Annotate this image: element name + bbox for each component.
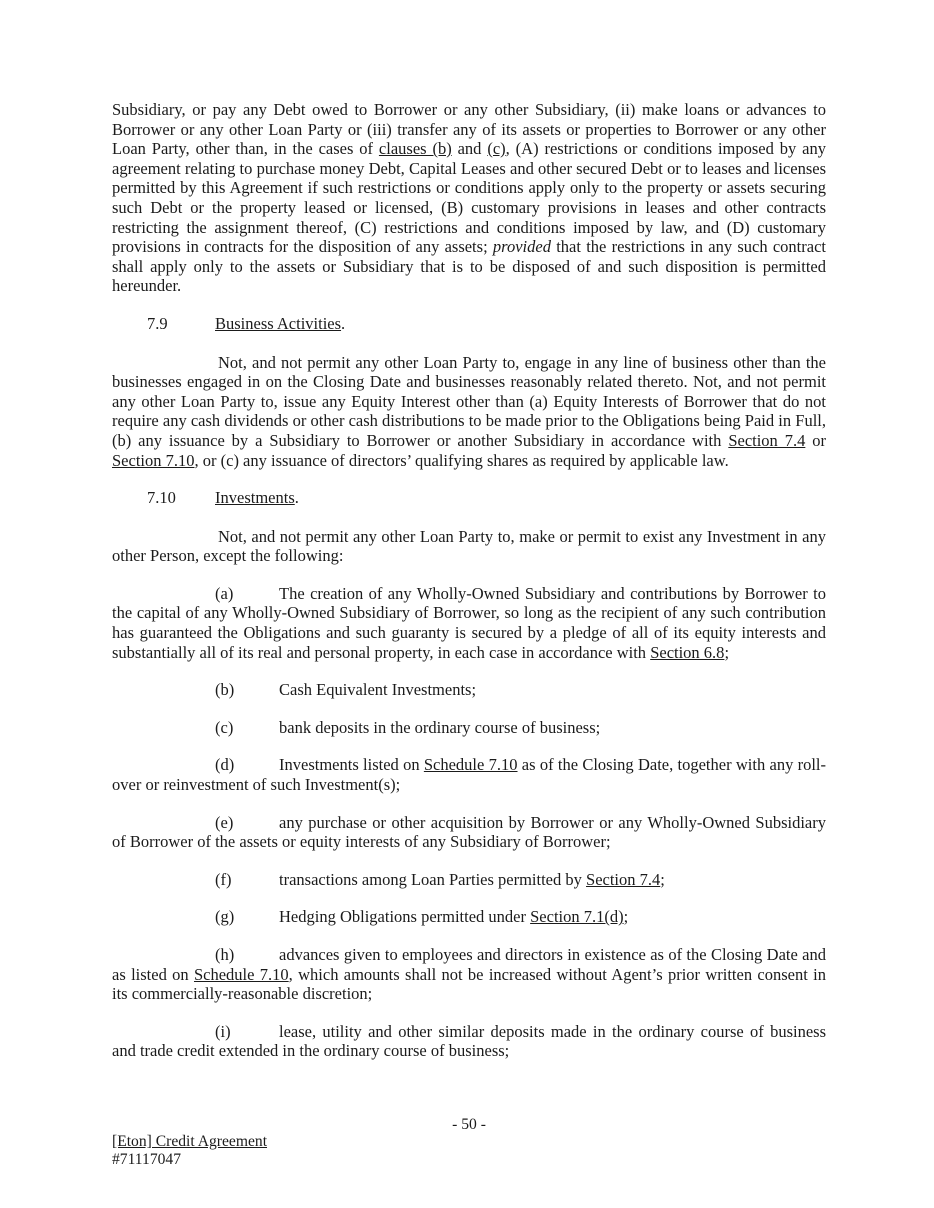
text-run: transactions among Loan Parties permitted by <box>279 869 587 889</box>
text-run: bank deposits in the ordinary course of business; <box>279 717 601 737</box>
section-number: 7.9 <box>147 313 168 333</box>
item-label: (a) <box>215 583 234 603</box>
text-run: Not, and not permit any other Loan Party to, engage in any line of business other than the businesses engaged in on the Closing Date and businesses reasonably related thereto. Not, and not permit any other Loan Party to, issue any Equity Interest other than (a) Equity Interests of Borrower that do not require any cash dividends or other cash distributions to be made prior to the Obligations being Paid in Full, (b) any issuance by a Subsidiary to Borrower or another Subsidiary in accordance with <box>112 352 826 450</box>
text-run: as of the Closing Date, together with any roll-over or reinvestment of such Investment(s); <box>112 755 827 795</box>
page-number: - 50 - <box>452 1116 486 1133</box>
text-run: that the restrictions in any such contract shall apply only to the assets or Subsidiary that is to be disposed of and such disposition is permitted hereunder. <box>112 237 826 296</box>
text-run: provided <box>492 237 551 257</box>
section-number: 7.10 <box>147 488 176 508</box>
text-run: . <box>341 313 346 333</box>
text-run: , which amounts shall not be increased without Agent’s prior written consent in its commercially-reasonable discretion; <box>112 964 826 1004</box>
text-run: Subsidiary, or pay any Debt owed to Borrower or any other Subsidiary, (ii) make loans or advances to Borrower or any other Loan Party or (iii) transfer any of its assets or properties to Borrower or any other Loan Party, other than, in the cases of <box>112 100 826 159</box>
document-footer <box>112 1133 267 1168</box>
text-run: , or (c) any issuance of directors’ qualifying shares as required by applicable law. <box>194 450 729 470</box>
reference-text: Investments <box>215 488 295 508</box>
reference-text: Section 6.8 <box>650 642 725 662</box>
list-item <box>112 584 826 662</box>
text-run: and <box>451 139 488 159</box>
footer-doc-number: #71117047 <box>112 1150 182 1168</box>
list-item <box>112 1022 826 1061</box>
text-run: Hedging Obligations permitted under <box>279 907 531 927</box>
list-item <box>112 755 826 794</box>
text-run: Investments listed on <box>279 755 424 775</box>
list-item <box>112 907 826 927</box>
list-item <box>112 680 826 700</box>
reference-text: Section 7.1(d) <box>530 907 624 927</box>
reference-text: (c) <box>487 139 506 159</box>
document-content <box>112 100 826 1079</box>
item-label: (c) <box>215 717 234 737</box>
text-run: , (A) restrictions or conditions imposed by any agreement relating to purchase money Debt, Capital Leases and other secured Debt or to leases and licenses permitted by this Agreement if such restrictions or conditions apply only to the property or assets securing such Debt or the property leased or licensed, (B) customary provisions in leases and other contracts restricting the assignment thereof, (C) restrictions and conditions imposed by law, and (D) customary provisions in contracts for the disposition of any assets; <box>112 139 826 257</box>
section-heading <box>112 488 826 508</box>
reference-text: Section 7.4 <box>728 430 806 450</box>
item-label: (b) <box>215 680 235 700</box>
text-run: or <box>805 430 826 450</box>
text-run: Not, and not permit any other Loan Party to, make or permit to exist any Investment in any other Person, except the following: <box>112 526 826 566</box>
text-run: ; <box>660 869 665 889</box>
reference-text: Schedule 7.10 <box>193 964 289 984</box>
text-run: . <box>294 488 299 508</box>
paragraph <box>112 100 826 296</box>
text-run: ; <box>724 642 730 662</box>
paragraph <box>112 527 826 566</box>
reference-text: Section 7.4 <box>586 869 661 889</box>
list-item <box>112 813 826 852</box>
text-run: advances given to employees and directors in existence as of the Closing Date and as listed on <box>112 945 826 984</box>
item-label: (f) <box>215 869 232 889</box>
section-heading <box>112 314 826 334</box>
list-item <box>112 870 826 890</box>
text-run: Cash Equivalent Investments; <box>279 680 477 700</box>
item-label: (i) <box>215 1021 231 1041</box>
text-run: lease, utility and other similar deposits made in the ordinary course of business and trade credit extended in the ordinary course of business; <box>112 1021 826 1061</box>
footer-doc-title: [Eton] Credit Agreement <box>112 1133 268 1150</box>
item-label: (e) <box>215 812 234 832</box>
reference-text: clauses (b) <box>378 139 452 159</box>
item-label: (h) <box>215 945 235 964</box>
text-run: The creation of any Wholly-Owned Subsidiary and contributions by Borrower to the capital of any Wholly-Owned Subsidiary of Borrower, so long as the recipient of any such contribution has guaranteed the Obligations and such guaranty is secured by a pledge of all of its equity interests and substantially all of its real and personal property, in each case in accordance with <box>112 583 826 662</box>
item-label: (g) <box>215 907 235 927</box>
item-label: (d) <box>215 755 235 775</box>
list-item <box>112 945 826 1004</box>
list-item <box>112 718 826 738</box>
paragraph <box>112 353 826 471</box>
reference-text: Schedule 7.10 <box>423 755 518 775</box>
reference-text: Business Activities <box>215 313 342 333</box>
text-run: any purchase or other acquisition by Borrower or any Wholly-Owned Subsidiary of Borrower of the assets or equity interests of any Subsidiary of Borrower; <box>112 812 826 852</box>
reference-text: Section 7.10 <box>112 450 195 470</box>
text-run: ; <box>623 907 629 927</box>
